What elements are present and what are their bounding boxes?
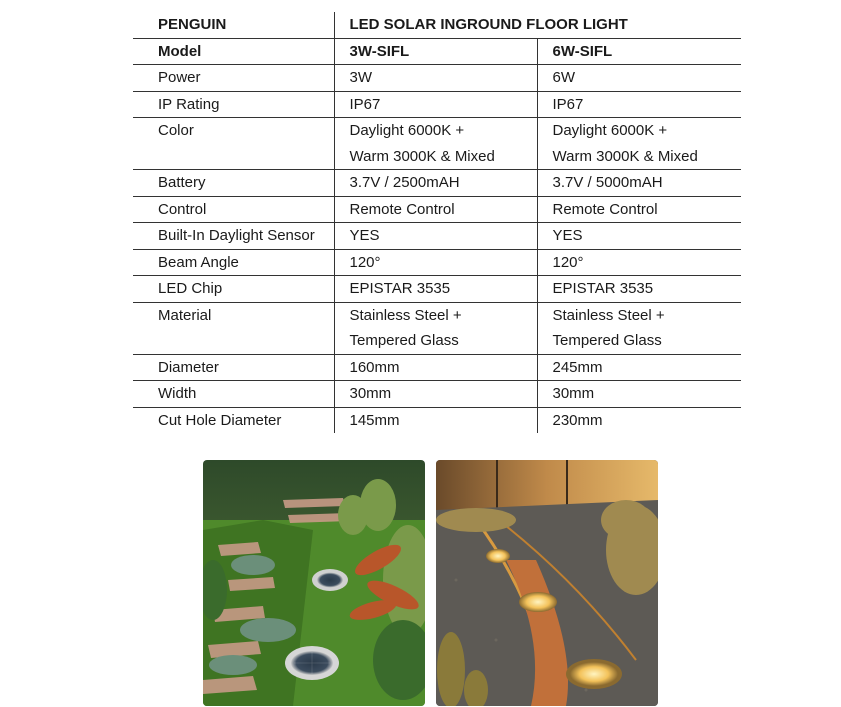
pathway-night-image <box>436 460 658 706</box>
spec-label-cell: Cut Hole Diameter <box>158 411 282 429</box>
spec-value-line: 230mm <box>552 411 603 429</box>
spec-value-line: Stainless Steel + <box>349 306 462 324</box>
spec-value-line: Remote Control <box>349 200 455 218</box>
spec-value-line: 145mm <box>349 411 400 429</box>
spec-label-cell: Control <box>133 196 334 223</box>
model-row <box>133 38 741 65</box>
spec-row <box>133 381 741 408</box>
spec-value-line: YES <box>349 227 380 244</box>
spec-row <box>133 407 741 433</box>
product-title-cell: LED SOLAR INGROUND FLOOR LIGHT <box>334 12 741 38</box>
spec-value-line: Warm 3000K & Mixed <box>349 147 495 165</box>
model-label-cell: Model <box>133 38 334 65</box>
spec-value-6w-cell <box>537 170 741 197</box>
spec-value-line: Daylight 6000K + <box>349 122 465 139</box>
spec-row <box>133 276 741 303</box>
spec-value-line: 6W <box>552 69 575 86</box>
spec-row <box>133 170 741 197</box>
spec-value-3w-cell <box>334 65 537 92</box>
model-6w-cell: 6W-SIFL <box>537 38 741 65</box>
spec-value-line: Tempered Glass <box>552 332 662 349</box>
spec-value-line: Warm 3000K & Mixed <box>552 147 698 165</box>
spec-value-6w-cell <box>537 381 741 408</box>
spec-value-3w-cell <box>334 407 537 433</box>
spec-value-line: 245mm <box>552 358 603 376</box>
spec-value-line: 160mm <box>349 358 400 376</box>
spec-label-cell: Battery <box>133 170 334 197</box>
spec-value-6w-cell <box>537 276 741 303</box>
spec-value-line: 3.7V / 5000mAH <box>552 174 663 191</box>
spec-value-6w-cell <box>537 65 741 92</box>
spec-value-6w-cell <box>537 118 741 170</box>
spec-value-3w-cell <box>334 118 537 170</box>
spec-row <box>133 223 741 250</box>
brand-cell: PENGUIN <box>133 12 334 38</box>
spec-value-3w-cell <box>334 276 537 303</box>
spec-value-3w-cell <box>334 302 537 354</box>
model-3w-cell: 3W-SIFL <box>334 38 537 65</box>
spec-value-line: EPISTAR 3535 <box>349 280 451 297</box>
spec-row <box>133 249 741 276</box>
spec-row <box>133 65 741 92</box>
spec-value-line: 3W <box>349 69 372 86</box>
spec-label-cell: Beam Angle <box>133 249 334 276</box>
spec-value-line: 3.7V / 2500mAH <box>349 174 460 191</box>
spec-value-line: YES <box>552 227 583 244</box>
spec-value-6w-cell <box>537 91 741 118</box>
spec-label-cell: Power <box>133 65 334 92</box>
spec-label-cell: Diameter <box>133 354 334 381</box>
spec-value-line: Remote Control <box>552 200 658 218</box>
spec-table <box>133 12 741 433</box>
spec-label-cell: Color <box>133 118 334 170</box>
spec-row <box>133 91 741 118</box>
spec-value-line: Stainless Steel + <box>552 306 665 324</box>
spec-label-cell: LED Chip <box>133 276 334 303</box>
spec-label-cell: Built-In Daylight Sensor <box>133 223 334 250</box>
spec-value-6w-cell <box>537 249 741 276</box>
spec-label-cell: IP Rating <box>133 91 334 118</box>
spec-value-3w-cell <box>334 381 537 408</box>
garden-daylight-image <box>203 460 425 706</box>
spec-label-cell: Material <box>133 302 334 354</box>
spec-value-line: 120° <box>349 253 381 271</box>
spec-table-body <box>133 12 741 433</box>
spec-value-6w-cell <box>537 196 741 223</box>
spec-value-line: 30mm <box>552 385 595 402</box>
spec-value-3w-cell <box>334 170 537 197</box>
spec-row <box>133 354 741 381</box>
spec-row <box>133 118 741 170</box>
garden-daylight-photo <box>203 460 425 706</box>
spec-row <box>133 196 741 223</box>
pathway-night-photo <box>436 460 658 706</box>
table-header-row <box>133 12 741 38</box>
spec-value-6w-cell <box>537 302 741 354</box>
spec-value-line: 30mm <box>349 385 392 402</box>
spec-row <box>133 302 741 354</box>
spec-value-6w-cell <box>537 407 741 433</box>
spec-value-3w-cell <box>334 249 537 276</box>
spec-value-3w-cell <box>334 223 537 250</box>
spec-value-line: Daylight 6000K + <box>552 122 668 139</box>
spec-label-cell: Width <box>133 381 334 408</box>
spec-value-6w-cell <box>537 354 741 381</box>
spec-value-line: IP67 <box>552 95 584 113</box>
spec-value-6w-cell <box>537 223 741 250</box>
spec-value-line: EPISTAR 3535 <box>552 280 654 297</box>
spec-value-line: 120° <box>552 253 584 271</box>
spec-value-3w-cell <box>334 91 537 118</box>
spec-value-3w-cell <box>334 196 537 223</box>
spec-value-3w-cell <box>334 354 537 381</box>
spec-value-line: IP67 <box>349 95 381 113</box>
spec-value-line: Tempered Glass <box>349 332 459 349</box>
